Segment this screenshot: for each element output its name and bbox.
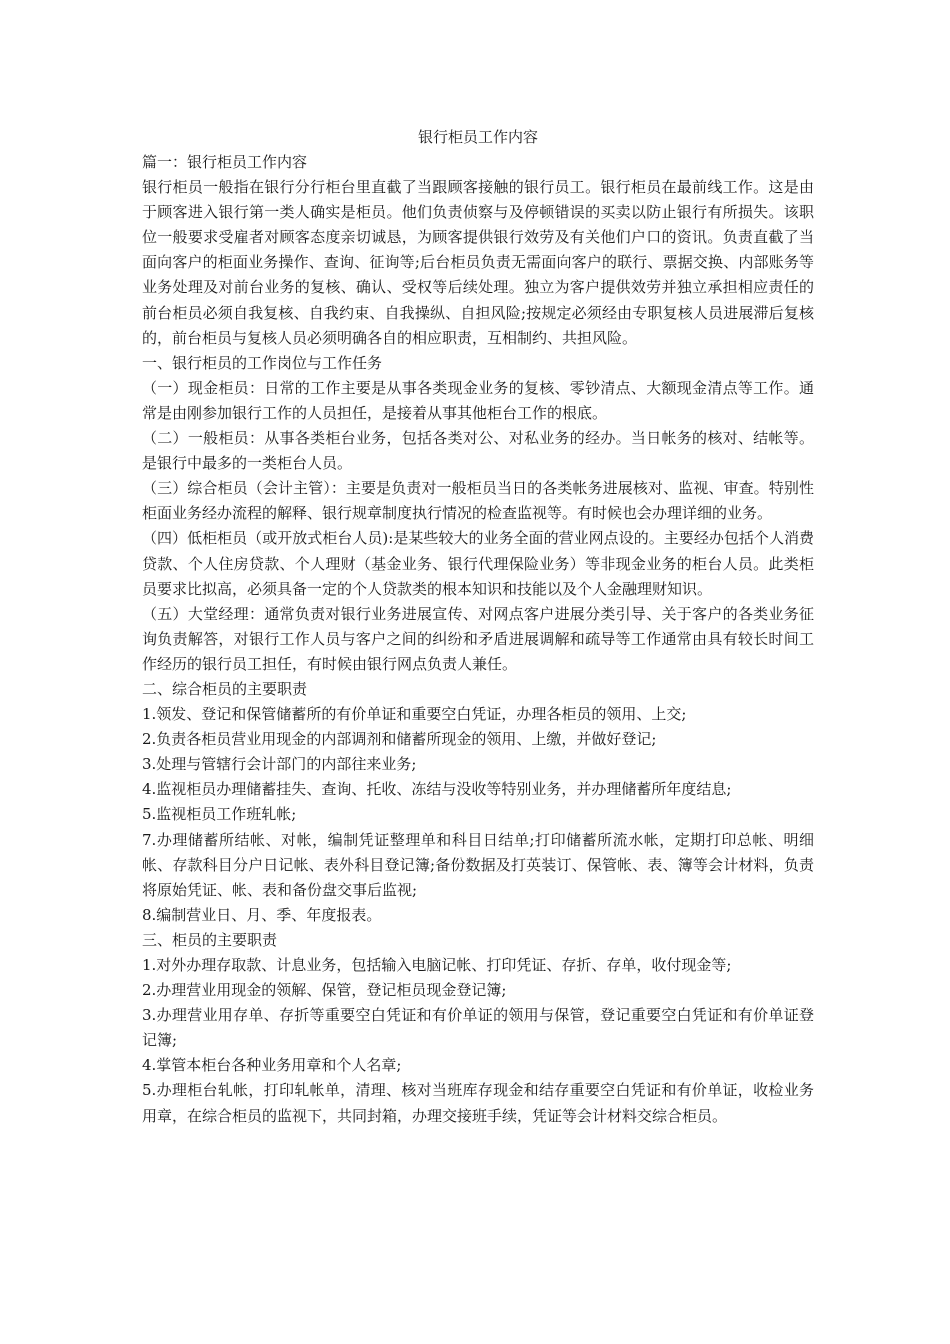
list-item: 2.办理营业用现金的领解、保管，登记柜员现金登记簿;	[142, 981, 507, 1000]
list-item: 7.办理储蓄所结帐、对帐，编制凭证整理单和科目日结单;打印储蓄所流水帐，定期打印总帐、明细帐、存款科目分户日记帐、表外科目登记簿;备份数据及打英装订、保管帐、表、簿等会计材料，负责将原始凭证、帐、表和备份盘交事后监视;	[142, 830, 814, 899]
document-page	[142, 124, 814, 1129]
section-heading: 一、银行柜员的工作岗位与工作任务	[142, 353, 383, 372]
paragraph: （四）低柜柜员（或开放式柜台人员):是某些较大的业务全面的营业网点设的。主要经办包括个人消费贷款、个人住房贷款、个人理财（基金业务、银行代理保险业务）等非现金业务的柜台人员。此类柜员要求比拟高，必须具备一定的个人贷款类的根本知识和技能以及个人金融理财知识。	[142, 529, 814, 598]
list-item: 1.领发、登记和保管储蓄所的有价单证和重要空白凭证，办理各柜员的领用、上交;	[142, 705, 687, 724]
paragraph: （一）现金柜员：日常的工作主要是从事各类现金业务的复核、零钞清点、大额现金清点等工作。通常是由刚参加银行工作的人员担任，是接着从事其他柜台工作的根底。	[142, 378, 814, 422]
section-heading: 三、柜员的主要职责	[142, 930, 278, 949]
list-item: 2.负责各柜员营业用现金的内部调剂和储蓄所现金的领用、上缴，并做好登记;	[142, 730, 657, 749]
list-item: 5.办理柜台轧帐，打印轧帐单，清理、核对当班库存现金和结存重要空白凭证和有价单证，收检业务用章，在综合柜员的监视下，共同封箱，办理交接班手续，凭证等会计材料交综合柜员。	[142, 1081, 814, 1125]
document-body	[142, 150, 814, 1129]
paragraph: （三）综合柜员（会计主管）：主要是负责对一般柜员当日的各类帐务进展核对、监视、审查。特别性柜面业务经办流程的解释、银行规章制度执行情况的检查监视等。有时候也会办理详细的业务。	[142, 479, 814, 523]
paragraph: （五）大堂经理：通常负责对银行业务进展宣传、对网点客户进展分类引导、关于客户的各类业务征询负责解答，对银行工作人员与客户之间的纠纷和矛盾进展调解和疏导等工作通常由具有较长时间工作经历的银行员工担任，有时候由银行网点负责人兼任。	[142, 604, 814, 673]
list-item: 3.处理与管辖行会计部门的内部往来业务;	[142, 755, 417, 774]
document-title: 银行柜员工作内容	[417, 128, 538, 146]
paragraph: 篇一：银行柜员工作内容	[142, 153, 308, 171]
list-item: 1.对外办理存取款、计息业务，包括输入电脑记帐、打印凭证、存折、存单，收付现金等;	[142, 956, 732, 974]
list-item: 4.掌管本柜台各种业务用章和个人名章;	[142, 1056, 402, 1075]
list-item: 4.监视柜员办理储蓄挂失、查询、托收、冻结与没收等特别业务，并办理储蓄所年度结息;	[142, 780, 732, 799]
paragraph: （二）一般柜员：从事各类柜台业务，包括各类对公、对私业务的经办。当日帐务的核对、结帐等。是银行中最多的一类柜台人员。	[142, 429, 814, 473]
section-heading: 二、综合柜员的主要职责	[142, 679, 308, 698]
list-item: 3.办理营业用存单、存折等重要空白凭证和有价单证的领用与保管，登记重要空白凭证和有价单证登记簿;	[142, 1006, 814, 1050]
list-item: 8.编制营业日、月、季、年度报表。	[142, 905, 382, 924]
paragraph: 银行柜员一般指在银行分行柜台里直截了当跟顾客接触的银行员工。银行柜员在最前线工作。这是由于顾客进入银行第一类人确实是柜员。他们负责侦察与及停顿错误的买卖以防止银行有所损失。该职位一般要求受雇者对顾客态度亲切诚恳，为顾客提供银行效劳及有关他们户口的资讯。负责直截了当面向客户的柜面业务操作、查询、征询等;后台柜员负责无需面向客户的联行、票据交换、内部账务等业务处理及对前台业务的复核、确认、受权等后续处理。独立为客户提供效劳并独立承担相应责任的前台柜员必须自我复核、自我约束、自我操纵、自担风险;按规定必须经由专职复核人员进展滞后复核的，前台柜员与复核人员必须明确各自的相应职责，互相制约、共担风险。	[142, 178, 814, 347]
list-item: 5.监视柜员工作班轧帐;	[142, 805, 297, 824]
